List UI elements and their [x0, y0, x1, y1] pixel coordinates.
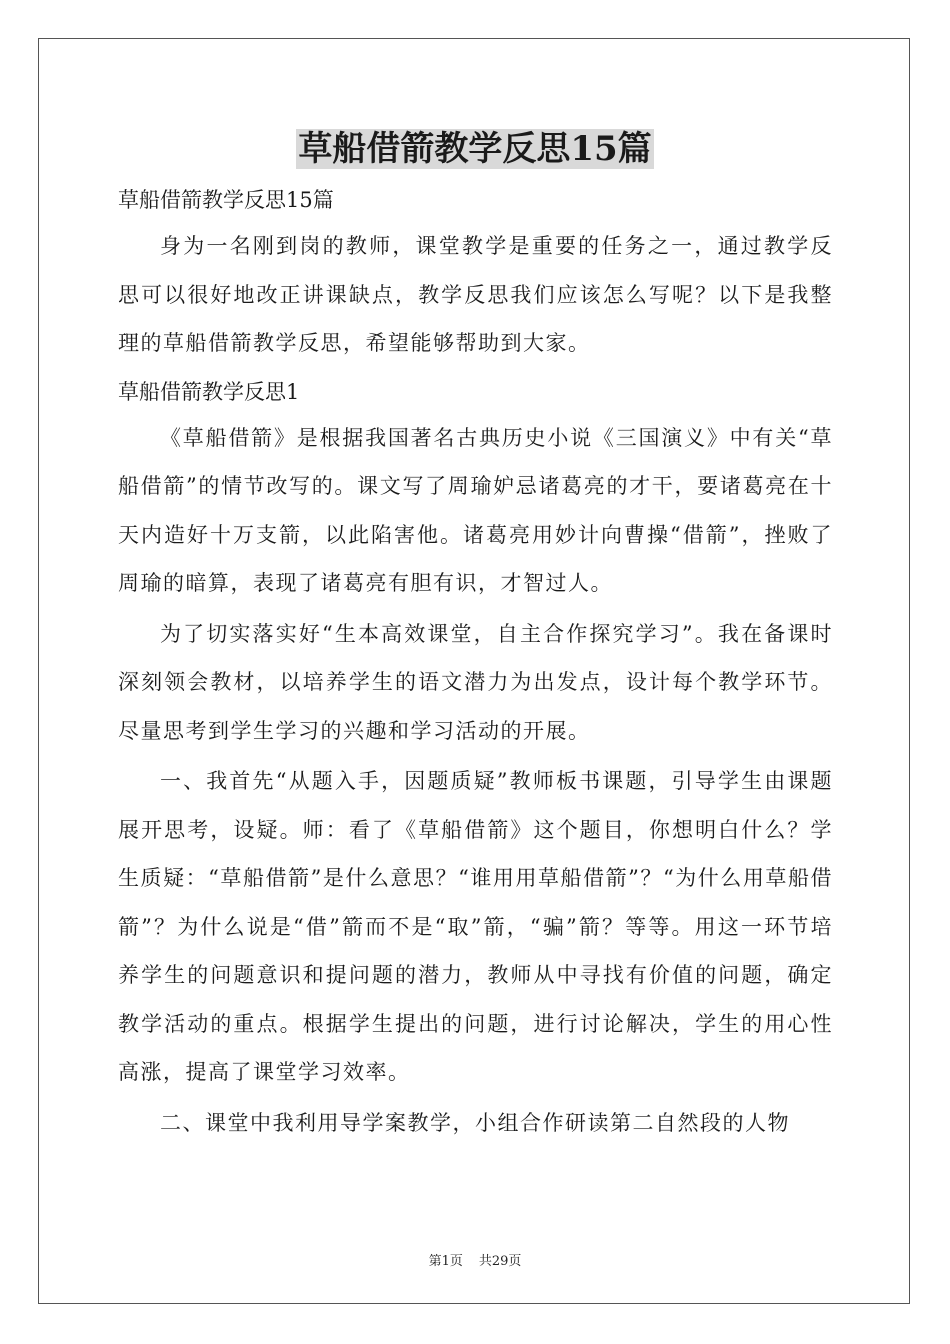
page-total: 共29页: [478, 1254, 522, 1269]
body-paragraph: 二、课堂中我利用导学案教学，小组合作研读第二自然段的人物: [160, 1110, 790, 1135]
body-paragraph: 为了切实落实好“生本高效课堂，自主合作探究学习”。我在备课时深刻领会教材，以培养学生的语文潜力为出发点，设计每个教学环节。尽量思考到学生学习的兴趣和学习活动的开展。: [118, 621, 833, 743]
document-title-text: 草船借箭教学反思15篇: [298, 129, 652, 169]
intro-paragraph: 身为一名刚到岗的教师，课堂教学是重要的任务之一，通过教学反思可以很好地改正讲课缺点，教学反思我们应该怎么写呢？以下是我整理的草船借箭教学反思，希望能够帮助到大家。: [118, 234, 833, 355]
document-subtitle: 草船借箭教学反思15篇: [118, 188, 334, 212]
section-heading: 草船借箭教学反思1: [118, 379, 300, 404]
document-title: [0, 125, 950, 173]
page-footer: [0, 1250, 950, 1269]
body-paragraph: 一、我首先“从题入手，因题质疑”教师板书课题，引导学生由课题展开思考，设疑。师：看了《草船借箭》这个题目，你想明白什么？学生质疑：“草船借箭”是什么意思？“谁用用草船借箭”？“为什么用草船借箭”？为什么说是“借”箭而不是“取”箭，“骗”箭？等等。用这一环节培养学生的问题意识和提问题的潜力，教师从中寻找有价值的问题，确定教学活动的重点。根据学生提出的问题，进行讨论解决，学生的用心性高涨，提高了课堂学习效率。: [118, 769, 833, 1084]
page-number: 第1页: [428, 1254, 463, 1269]
body-paragraph: 《草船借箭》是根据我国著名古典历史小说《三国演义》中有关“草船借箭”的情节改写的。课文写了周瑜妒忌诸葛亮的才干，要诸葛亮在十天内造好十万支箭，以此陷害他。诸葛亮用妙计向曹操“借箭”，挫败了周瑜的暗算，表现了诸葛亮有胆有识，才智过人。: [118, 425, 833, 595]
document-body: [118, 178, 833, 1149]
